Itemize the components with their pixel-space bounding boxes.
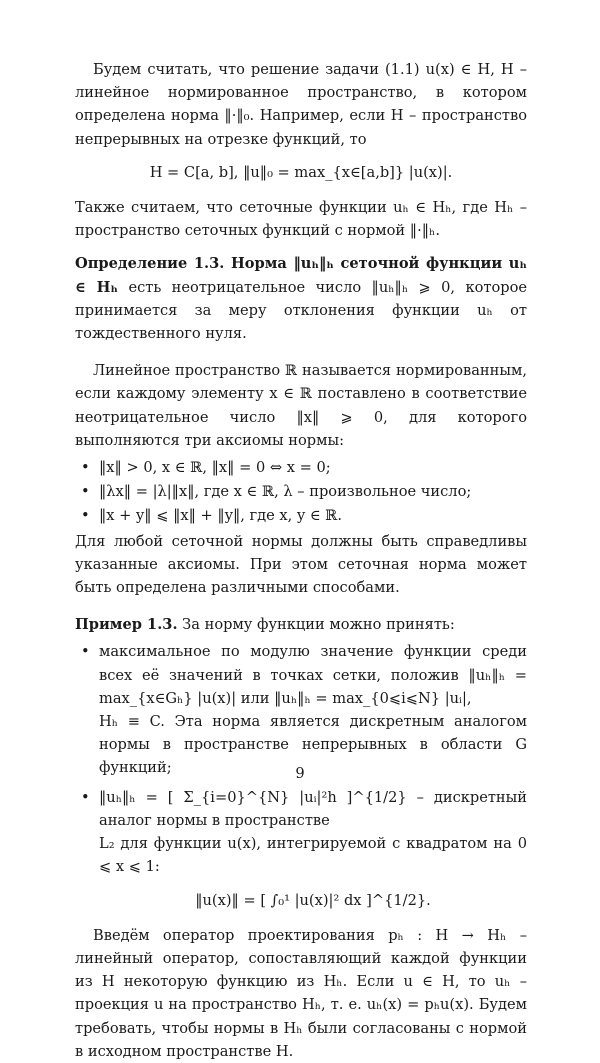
- definition-body: есть неотрицательное число ‖uₕ‖ₕ ⩾ 0, которое принимается за меру отклонения функции uₕ от тождественного нуля.: [75, 278, 528, 343]
- list-item: • ‖x + y‖ ⩽ ‖x‖ + ‖y‖, где x, y ∈ ℝ.: [75, 504, 527, 527]
- paragraph-projection-operator: Введём оператор проектирования pₕ : H → Hₕ – линейный оператор, сопоставляющий каждой функции из H некоторую функцию из Hₕ. Если u ∈ H, то uₕ – проекция u на пространство Hₕ, т. е. uₕ(x) = pₕu(x). Будем требовать, чтобы нормы в Hₕ были согласованы с нормой в исходном пространстве H.: [75, 926, 527, 1060]
- list-item: • ‖λx‖ = |λ|‖x‖, где x ∈ ℝ, λ – произвольное число;: [75, 480, 527, 503]
- page-body: [75, 58, 527, 1063]
- formula-l2-norm: ‖u(x)‖ = [ ∫₀¹ |u(x)|² dx ]^{1/2}.: [195, 891, 431, 909]
- paragraph-normed-space: Линейное пространство ℝ называется нормированным, если каждому элементу x ∈ ℝ поставлено в соответствие неотрицательное число ‖x‖ ⩾ 0, для которого выполняются три аксиомы нормы:: [75, 362, 527, 449]
- paragraph-grid-norm-axioms: Для любой сеточной нормы должны быть справедливы указанные аксиомы. При этом сеточная норма может быть определена различными способами.: [75, 532, 527, 597]
- formula-continuous-norm: H = C[a, b], ‖u‖₀ = max_{x∈[a,b]} |u(x)|.: [149, 163, 453, 181]
- bullet-icon: •: [81, 643, 90, 661]
- bullet-icon: •: [81, 507, 90, 525]
- bullet-icon: •: [81, 788, 90, 806]
- list-item: • максимальное по модулю значение функции среди всех её значений в точках сетки, положив ‖uₕ‖ₕ = max_{x∈Gₕ} |u(x)| или ‖uₕ‖ₕ = max_{0⩽i⩽N} |uᵢ|, Hₕ ≡ C. Эта норма является дискретным аналогом нормы в пространстве непрерывных в области G функций;: [75, 640, 527, 779]
- list-item: • ‖uₕ‖ₕ = [ Σ_{i=0}^{N} |uᵢ|²h ]^{1/2} – дискретный аналог нормы в пространстве L₂ для функции u(x), интегрируемой с квадратом на 0 ⩽ x ⩽ 1: ‖u(x)‖ = [ ∫₀¹ |u(x)|² dx ]^{1/2}.: [75, 786, 527, 912]
- page-number: 9: [295, 765, 305, 782]
- example-title: Пример 1.3.: [75, 616, 178, 634]
- definition-1-3: [75, 252, 527, 345]
- example-intro: За норму функции можно принять:: [182, 616, 455, 634]
- bullet-icon: •: [81, 459, 90, 477]
- axioms-list: [75, 456, 527, 528]
- list-item: • ‖x‖ > 0, x ∈ ℝ, ‖x‖ = 0 ⇔ x = 0;: [75, 456, 527, 479]
- paragraph-solution-space: Будем считать, что решение задачи (1.1) u(x) ∈ H, H – линейное нормированное пространство, в котором определена норма ‖·‖₀. Например, если H – пространство непрерывных на отрезке функций, то: [75, 61, 527, 148]
- bullet-icon: •: [81, 483, 90, 501]
- paragraph-grid-functions: Также считаем, что сеточные функции uₕ ∈ Hₕ, где Hₕ – пространство сеточных функций с нормой ‖·‖ₕ.: [75, 199, 527, 240]
- example-1-3: [75, 613, 527, 636]
- definition-title: Определение 1.3. Норма ‖uₕ‖ₕ сеточной функции uₕ ∈ Hₕ: [75, 255, 527, 296]
